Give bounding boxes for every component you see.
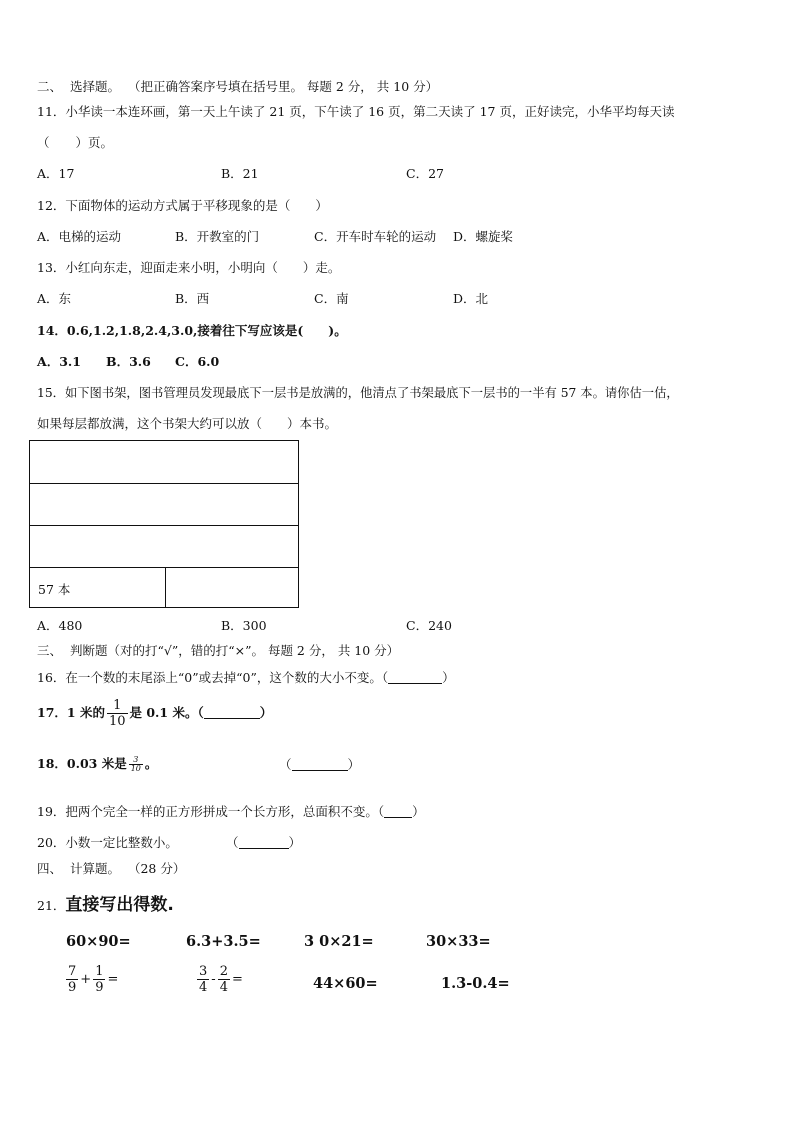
q21-title: 直接写出得数. <box>65 895 174 915</box>
calc-5-b-numerator: 1 <box>95 964 104 979</box>
calc-5-operator: + <box>80 972 92 987</box>
q13-option-c[interactable]: C．南 <box>314 291 349 306</box>
q19-bracket-close: ） <box>412 804 425 819</box>
q18-fraction-denominator: 10 <box>130 764 141 773</box>
calc-6-fraction-a <box>197 964 209 995</box>
q21-heading <box>37 890 174 915</box>
shelf-half-divider <box>165 567 166 607</box>
calc-item-8: 1.3-0.4= <box>441 975 510 992</box>
section-4-header <box>37 861 185 877</box>
section-3-header <box>37 643 399 659</box>
q12-option-b[interactable]: B．开教室的门 <box>175 229 260 244</box>
q11-option-c[interactable]: C．27 <box>406 166 444 181</box>
shelf-divider <box>30 525 298 526</box>
calc-5-equals: = <box>107 972 119 987</box>
section-4-title: 计算题。 <box>69 861 120 876</box>
q16-stem: 16．在一个数的末尾添上“0”或去掉“0”，这个数的大小不变。（ <box>37 670 389 685</box>
q15-option-b[interactable]: B．300 <box>221 618 267 633</box>
q14-option-b[interactable]: B．3.6 <box>106 354 151 369</box>
q14-option-c[interactable]: C．6.0 <box>175 354 220 369</box>
calc-5-a-numerator: 7 <box>68 964 77 979</box>
q16-answer-blank[interactable] <box>388 671 442 684</box>
q18-bracket-open: （ <box>279 757 292 772</box>
q15-stem-line2: 如果每层都放满，这个书架大约可以放（ ）本书。 <box>37 416 338 431</box>
calc-6-b-numerator: 2 <box>219 964 228 979</box>
q11-stem-line2 <box>37 135 113 151</box>
q14-option-a[interactable]: A．3.1 <box>37 354 81 369</box>
section-4-note: （28 分） <box>127 861 186 876</box>
section-2-header <box>37 79 438 95</box>
q12-option-d[interactable]: D．螺旋桨 <box>453 229 514 244</box>
calc-5-fraction-a <box>66 964 78 995</box>
q19-stem: 19．把两个完全一样的正方形拼成一个长方形，总面积不变。（ <box>37 804 385 819</box>
calc-item-3: 3 0×21= <box>304 933 374 950</box>
shelf-bottom-label: 57 本 <box>38 582 71 597</box>
calc-item-1: 60×90= <box>66 933 131 950</box>
q18-pre: 18．0.03 米是 <box>37 756 127 771</box>
shelf-divider <box>30 483 298 484</box>
q17-fraction-denominator: 10 <box>108 714 126 729</box>
q21-number: 21． <box>37 898 66 913</box>
section-2-note: （把正确答案序号填在括号里。 每题 2 分， 共 10 分） <box>127 79 439 94</box>
q11-bracket-close: ）页。 <box>75 135 114 150</box>
calc-item-7: 44×60= <box>313 975 378 992</box>
q18-answer <box>279 757 360 773</box>
q15-option-a[interactable]: A．480 <box>37 618 83 633</box>
section-2-number: 二、 <box>37 79 63 94</box>
q13-option-d[interactable]: D．北 <box>453 291 489 306</box>
calc-item-2: 6.3+3.5= <box>186 933 261 950</box>
q18-fraction-numerator: 3 <box>129 756 143 765</box>
q15-stem-line1: 15．如下图书架，图书管理员发现最底下一层书是放满的，他清点了书架最底下一层书的一半有 57 本。请你估一估， <box>37 386 679 400</box>
q18-post: 。 <box>144 756 158 771</box>
section-3-title: 判断题 <box>69 643 108 658</box>
section-3-note: （对的打“√”，错的打“×”。 每题 2 分， 共 10 分） <box>107 643 400 658</box>
q17-fraction-numerator: 1 <box>107 698 128 714</box>
calc-5-b-denominator: 9 <box>95 980 104 995</box>
calc-6-b-denominator: 4 <box>219 980 228 995</box>
calc-5-fraction-b <box>93 964 105 995</box>
section-4-number: 四、 <box>37 861 63 876</box>
q13-option-b[interactable]: B．西 <box>175 291 210 306</box>
q11-bracket-open: （ <box>37 135 50 150</box>
q13-stem: 13．小红向东走，迎面走来小明，小明向（ ）走。 <box>37 260 341 275</box>
calc-6-operator: - <box>211 972 216 987</box>
q16-line <box>37 670 455 686</box>
q11-option-a[interactable]: A．17 <box>37 166 75 181</box>
q18-answer-blank[interactable] <box>292 758 348 771</box>
q12-option-a[interactable]: A．电梯的运动 <box>37 229 122 244</box>
bookshelf-figure <box>29 440 299 608</box>
calc-item-6 <box>195 964 243 995</box>
q18-bracket-close: ） <box>347 757 361 772</box>
q12-stem: 12．下面物体的运动方式属于平移现象的是（ ） <box>37 198 328 213</box>
q18-fraction <box>129 756 143 773</box>
q14-stem: 14．0.6,1.2,1.8,2.4,3.0,接着往下写应该是( )。 <box>37 323 347 338</box>
q17-fraction <box>107 698 128 729</box>
shelf-divider <box>30 567 298 568</box>
calc-6-a-denominator: 4 <box>199 980 208 995</box>
calc-item-4: 30×33= <box>426 933 491 950</box>
q12-option-c[interactable]: C．开车时车轮的运动 <box>314 229 437 244</box>
q11-option-b[interactable]: B．21 <box>221 166 259 181</box>
q11-stem-line1: 11．小华读一本连环画，第一天上午读了 21 页，下午读了 16 页，第二天读了 17 页，正好读完，小华平均每天读 <box>37 104 675 119</box>
q19-answer-blank[interactable] <box>384 805 412 818</box>
q18-line <box>37 752 157 776</box>
q17-post: 是 0.1 米。（ <box>129 705 204 720</box>
q17-pre: 17．1 米的 <box>37 705 105 720</box>
q20-answer <box>226 835 301 851</box>
calc-5-a-denominator: 9 <box>68 980 77 995</box>
calc-6-equals: = <box>231 972 243 987</box>
q17-bracket-close: ） <box>259 705 273 720</box>
q20-stem: 20．小数一定比整数小。 <box>37 835 178 850</box>
calc-6-a-numerator: 3 <box>199 964 208 979</box>
q16-bracket-close: ） <box>442 670 455 685</box>
q15-option-c[interactable]: C．240 <box>406 618 452 633</box>
section-2-title: 选择题。 <box>69 79 120 94</box>
calc-6-fraction-b <box>218 964 230 995</box>
q13-option-a[interactable]: A．东 <box>37 291 72 306</box>
q20-answer-blank[interactable] <box>239 836 289 849</box>
calc-item-5 <box>64 964 118 995</box>
q19-line <box>37 804 425 820</box>
q20-bracket-close: ） <box>288 835 302 850</box>
q17-answer-blank[interactable] <box>204 706 260 719</box>
section-3-number: 三、 <box>37 643 63 658</box>
q17-line <box>37 696 272 730</box>
q20-bracket-open: （ <box>226 835 239 850</box>
